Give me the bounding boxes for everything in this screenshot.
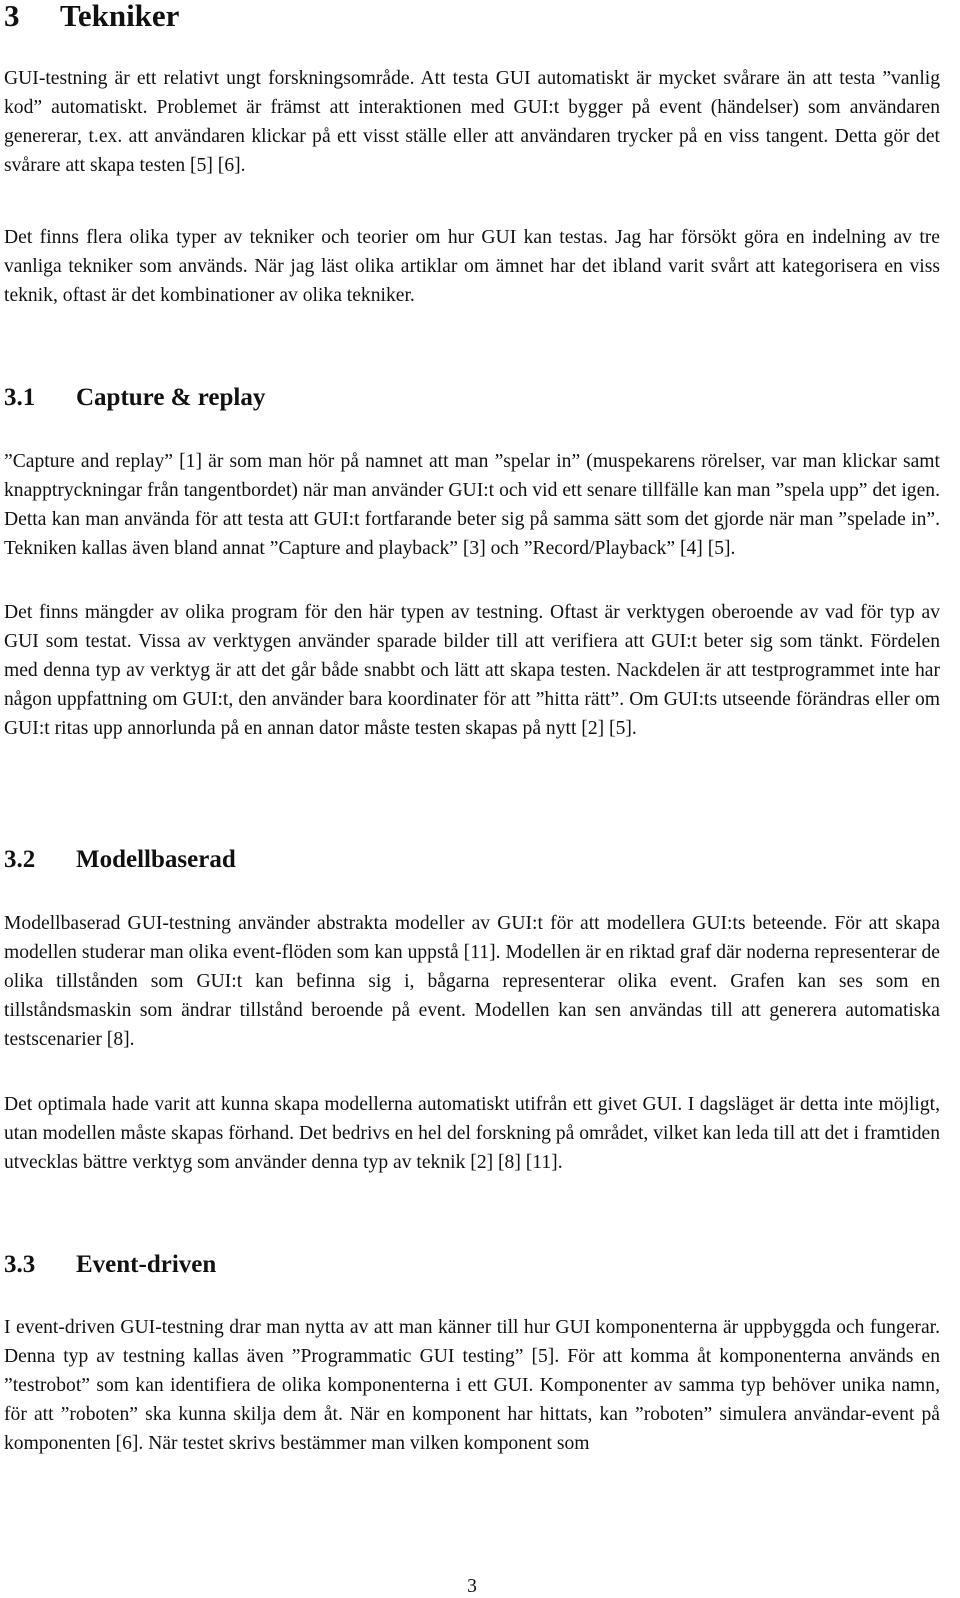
section-number: 3.1 xyxy=(4,384,36,411)
section-title: Capture & replay xyxy=(76,384,266,411)
section-heading-capture-replay xyxy=(4,384,265,412)
section-title: Modellbaserad xyxy=(76,846,236,873)
section-paragraph: I event-driven GUI-testning drar man nytta av att man känner till hur GUI komponenterna är uppbyggda och fungerar. Denna typ av testning kallas även ”Programmatic GUI testing” [5]. För att komma åt komponenterna används en ”testrobot” som kan identifiera de olika komponenterna i ett GUI. Komponenter av samma typ behöver unika namn, för att ”roboten” ska kunna skilja dem åt. När en komponent har hittats, kan ”roboten” simulera användar-event på komponenten [6]. När testet skrivs bestämmer man vilken komponent som xyxy=(4,1317,940,1454)
page-number: 3 xyxy=(467,1576,477,1597)
chapter-title: Tekniker xyxy=(60,0,180,33)
section-paragraph: Modellbaserad GUI-testning använder abstrakta modeller av GUI:t för att modellera GUI:ts beteende. För att skapa modellen studerar man olika event-flöden som kan uppstå [11]. Modellen är en riktad graf där noderna representerar de olika tillstånden som GUI:t kan befinna sig i, bågarna representerar olika event. Grafen kan ses som en tillståndsmaskin som ändrar tillstånd beroende på event. Modellen kan sen användas till att generera automatiska testscenarier [8]. xyxy=(4,913,940,1050)
section-title: Event-driven xyxy=(76,1251,217,1278)
chapter-heading xyxy=(4,0,179,34)
chapter-paragraph-1: GUI-testning är ett relativt ungt forskningsområde. Att testa GUI automatiskt är mycket svårare än att testa ”vanlig kod” automatiskt. Problemet är främst att interaktionen med GUI:t bygger på event (händelser) som användaren genererar, t.ex. att användaren klickar på ett visst ställe eller att användaren trycker på en viss tangent. Detta gör det svårare att skapa testen [5] [6]. xyxy=(4,68,940,176)
section-paragraph: Det finns mängder av olika program för den här typen av testning. Oftast är verktygen oberoende av vad för typ av GUI som testat. Vissa av verktygen använder sparade bilder till att verifiera att GUI:t beter sig som tänkt. Fördelen med denna typ av verktyg är att det går både snabbt och lätt att skapa testen. Nackdelen är att testprogrammet inte har någon uppfattning om GUI:t, den använder bara koordinater för att ”hitta rätt”. Om GUI:ts utseende förändras eller om GUI:t ritas upp annorlunda på en annan dator måste testen skapas på nytt [2] [5]. xyxy=(4,602,940,739)
section-heading-modellbaserad xyxy=(4,846,236,874)
section-number: 3.2 xyxy=(4,846,36,873)
section-number: 3.3 xyxy=(4,1251,36,1278)
section-paragraph: ”Capture and replay” [1] är som man hör på namnet att man ”spelar in” (muspekarens rörelser, var man klickar samt knapptryckningar från tangentbordet) när man använder GUI:t och vid ett senare tillfälle kan man ”spela upp” det igen. Detta kan man använda för att testa att GUI:t fortfarande beter sig på samma sätt som det gjorde när man ”spelade in”. Tekniken kallas även bland annat ”Capture and playback” [3] och ”Record/Playback” [4] [5]. xyxy=(4,451,940,559)
chapter-paragraph-2: Det finns flera olika typer av tekniker och teorier om hur GUI kan testas. Jag har försökt göra en indelning av tre vanliga tekniker som används. När jag läst olika artiklar om ämnet har det ibland varit svårt att kategorisera en viss teknik, oftast är det kombinationer av olika tekniker. xyxy=(4,227,940,306)
chapter-number: 3 xyxy=(4,0,20,33)
section-heading-event-driven xyxy=(4,1251,216,1279)
section-paragraph: Det optimala hade varit att kunna skapa modellerna automatiskt utifrån ett givet GUI. I dagsläget är detta inte möjligt, utan modellen måste skapas förhand. Det bedrivs en hel del forskning på området, vilket kan leda till att det i framtiden utvecklas bättre verktyg som använder denna typ av teknik [2] [8] [11]. xyxy=(4,1094,940,1173)
